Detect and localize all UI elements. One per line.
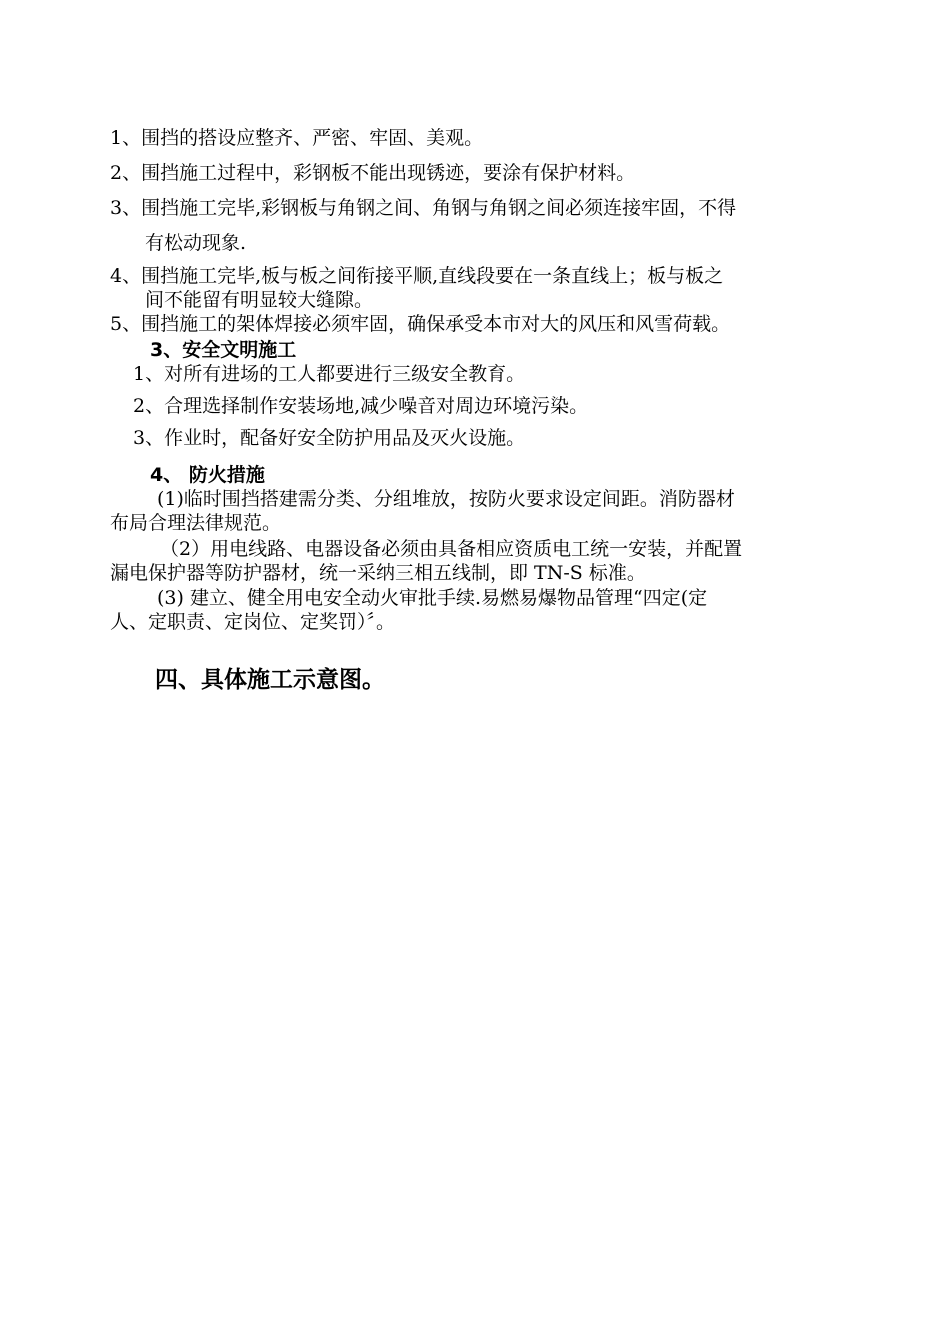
list-item: 3、作业时，配备好安全防护用品及灭火设施。 <box>133 427 526 449</box>
page-section-title: 四、具体施工示意图。 <box>155 667 385 693</box>
list-item: 3、围挡施工完毕,彩钢板与角钢之间、角钢与角钢之间必须连接牢固，不得 <box>110 197 737 219</box>
list-item-continuation: 有松动现象. <box>145 232 247 254</box>
paragraph-line: (1)临时围挡搭建需分类、分组堆放，按防火要求设定间距。消防器材 <box>157 488 735 510</box>
list-item: 4、围挡施工完毕,板与板之间衔接平顺,直线段要在一条直线上；板与板之 <box>110 265 724 287</box>
section-heading: 4、 防火措施 <box>150 464 265 486</box>
list-item: 5、围挡施工的架体焊接必须牢固，确保承受本市对大的风压和风雪荷载。 <box>110 313 731 335</box>
paragraph-line: 人、定职责、定岗位、定奖罚）〞。 <box>110 611 396 633</box>
paragraph-line: 漏电保护器等防护器材，统一采纳三相五线制，即 TN-S 标准。 <box>110 562 646 584</box>
section-heading: 3、安全文明施工 <box>150 339 297 361</box>
list-item: 2、合理选择制作安装场地,减少噪音对周边环境污染。 <box>133 395 589 417</box>
list-item-continuation: 间不能留有明显较大缝隙。 <box>145 289 374 311</box>
list-item: 2、围挡施工过程中，彩钢板不能出现锈迹，要涂有保护材料。 <box>110 162 636 184</box>
paragraph-line: (3) 建立、健全用电安全动火审批手续.易燃易爆物品管理“四定(定 <box>157 587 708 609</box>
list-item: 1、围挡的搭设应整齐、严密、牢固、美观。 <box>110 127 484 149</box>
paragraph-line: 布局合理法律规范。 <box>110 512 282 534</box>
list-item: 1、对所有进场的工人都要进行三级安全教育。 <box>133 363 526 385</box>
paragraph-line: （2）用电线路、电器设备必须由具备相应资质电工统一安装，并配置 <box>160 538 743 560</box>
